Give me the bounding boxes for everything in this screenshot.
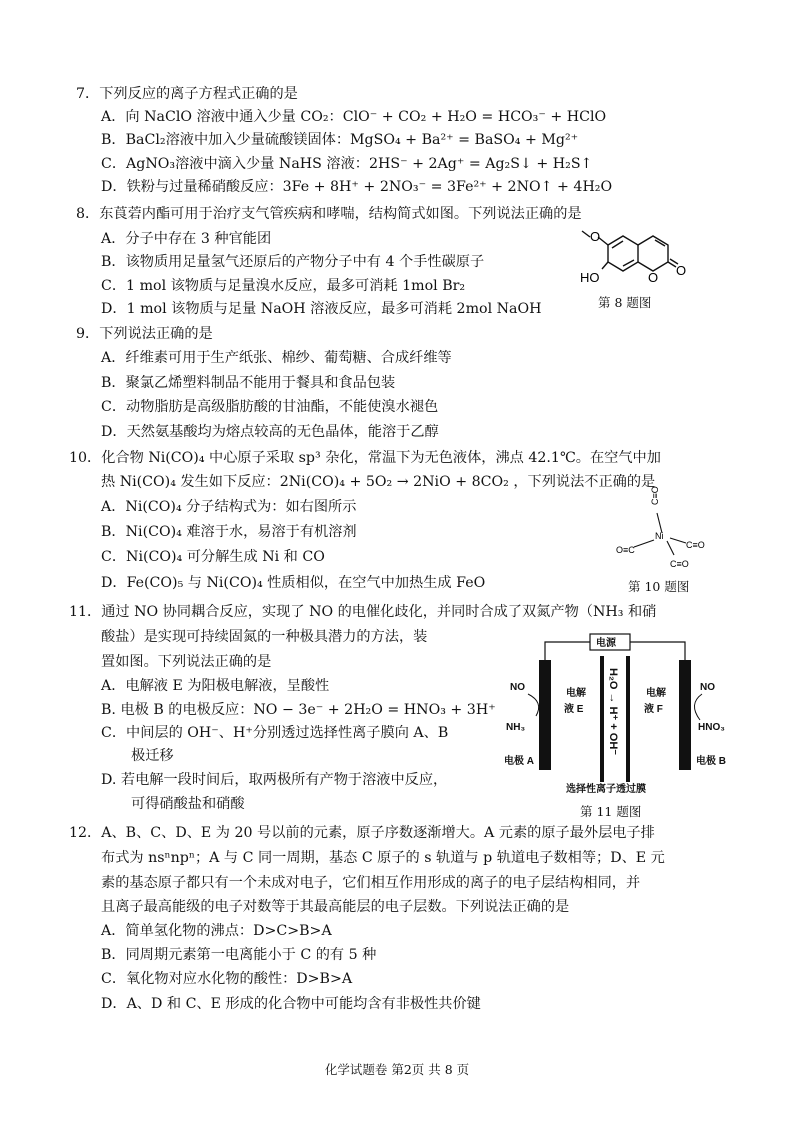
q9-option-a: A．纤维素可用于生产纸张、棉纱、葡萄糖、合成纤维等	[101, 350, 452, 366]
q11-right-no: NO	[700, 682, 715, 693]
q11-stem-line2: 酸盐）是实现可持续固氮的一种极具潜力的方法，装	[101, 629, 428, 645]
q9-option-d: D．天然氨基酸均为熔点较高的无色晶体，能溶于乙醇	[101, 424, 439, 440]
q11-electrode-b: 电极 B	[696, 756, 726, 767]
q10-stem-line1: 10．化合物 Ni(CO)₄ 中心原子采取 sp³ 杂化，常温下为无色液体，沸点 42.1℃。在空气中加	[69, 450, 661, 466]
q8-oxo-label: O	[676, 263, 687, 278]
q11-stem-line1: 11．通过 NO 协同耦合反应，实现了 NO 的电催化歧化，并同时合成了双氮产物（NH₃ 和硝	[69, 604, 657, 620]
q10-option-c: C．Ni(CO)₄ 可分解生成 Ni 和 CO	[101, 549, 325, 565]
q11-membrane-label: 选择性离子透过膜	[566, 784, 646, 795]
q10-figure-caption: 第 10 题图	[628, 579, 690, 594]
q7-option-b: B．BaCl₂溶液中加入少量硫酸镁固体：MgSO₄ + Ba²⁺ = BaSO₄ + Mg²⁺	[101, 132, 579, 148]
q8-option-c: C．1 mol 该物质与足量溴水反应，最多可消耗 1mol Br₂	[101, 278, 466, 294]
q11-power-label: 电源	[596, 638, 616, 649]
q11-middle-label: H₂O → H⁺ + OH⁻	[607, 668, 619, 756]
q11-electrolyte-f-line1: 电解	[646, 688, 666, 699]
q8-option-a: A．分子中存在 3 种官能团	[101, 231, 272, 247]
q7-option-a: A．向 NaClO 溶液中通入少量 CO₂：ClO⁻ + CO₂ + H₂O = HCO₃⁻ + HClO	[101, 109, 607, 125]
q9-stem: 9．下列说法正确的是	[76, 326, 213, 342]
q12-option-a: A．简单氢化物的沸点：D>C>B>A	[101, 923, 332, 939]
q8-methoxy-o: O	[590, 229, 601, 244]
q11-option-c: C．中间层的 OH⁻、H⁺分别透过选择性离子膜向 A、B	[101, 725, 449, 741]
q11-left-no: NO	[510, 682, 525, 693]
q11-option-a: A．电解液 E 为阳极电解液，呈酸性	[101, 678, 330, 694]
q11-option-b: B. 电极 B 的电极反应：NO − 3e⁻ + 2H₂O = HNO₃ + 3H⁺	[101, 702, 496, 718]
q7-stem: 7．下列反应的离子方程式正确的是	[76, 86, 298, 102]
q10-ligand-left: O≡C	[616, 545, 635, 555]
q10-option-d: D．Fe(CO)₅ 与 Ni(CO)₄ 性质相似，在空气中加热生成 FeO	[101, 575, 486, 591]
q12-stem-line3: 素的基态原子都只有一个未成对电子，它们相互作用形成的离子的电子层结构相同，并	[101, 875, 641, 891]
q11-electrolyte-e-line2: 液 E	[564, 704, 584, 715]
q8-option-b: B．该物质用足量氢气还原后的产物分子中有 4 个手性碳原子	[101, 254, 485, 270]
q8-figure-caption: 第 8 题图	[598, 295, 652, 310]
q11-cell-figure	[500, 632, 730, 797]
page-footer: 化学试题卷 第2页 共 8 页	[324, 1062, 470, 1077]
q10-stem-line2: 热 Ni(CO)₄ 发生如下反应：2Ni(CO)₄ + 5O₂ → 2NiO + 8CO₂ ，下列说法不正确的是	[101, 474, 656, 490]
q8-structure-figure	[568, 225, 718, 295]
q12-option-b: B．同周期元素第一电离能小于 C 的有 5 种	[101, 947, 377, 963]
q11-electrolyte-f-line2: 液 F	[644, 704, 663, 715]
q11-option-c-cont: 极迁移	[131, 748, 174, 764]
q12-option-d: D．A、D 和 C、E 形成的化合物中可能均含有非极性共价键	[101, 996, 481, 1012]
q9-option-b: B．聚氯乙烯塑料制品不能用于餐具和食品包装	[101, 375, 396, 391]
q10-structure-figure	[610, 486, 720, 575]
q8-stem: 8．东莨菪内酯可用于治疗支气管疾病和哮喘，结构简式如图。下列说法正确的是	[76, 206, 582, 222]
q9-option-c: C．动物脂肪是高级脂肪酸的甘油酯，不能使溴水褪色	[101, 399, 439, 415]
q11-stem-line3: 置如图。下列说法正确的是	[101, 654, 272, 670]
q10-option-b: B．Ni(CO)₄ 难溶于水，易溶于有机溶剂	[101, 524, 357, 540]
q12-stem-line1: 12．A、B、C、D、E 为 20 号以前的元素，原子序数逐渐增大。A 元素的原子最外层电子排	[69, 825, 655, 841]
q11-option-d-cont: 可得硝酸盐和硝酸	[131, 796, 245, 812]
q8-ring-o: O	[648, 270, 659, 285]
q8-option-d: D．1 mol 该物质与足量 NaOH 溶液反应，最多可消耗 2mol NaOH	[101, 301, 542, 317]
q12-option-c: C．氧化物对应水化物的酸性：D>B>A	[101, 971, 353, 987]
q7-option-c: C．AgNO₃溶液中滴入少量 NaHS 溶液：2HS⁻ + 2Ag⁺ = Ag₂S↓ + H₂S↑	[101, 156, 593, 172]
q11-right-hno3: HNO₃	[698, 722, 725, 733]
q11-left-nh3: NH₃	[506, 722, 526, 733]
q7-option-d: D．铁粉与过量稀硝酸反应：3Fe + 8H⁺ + 2NO₃⁻ = 3Fe²⁺ + 2NO↑ + 4H₂O	[101, 179, 613, 195]
q12-stem-line2: 布式为 nsⁿnpⁿ；A 与 C 同一周期，基态 C 原子的 s 轨道与 p 轨道电子数相等；D、E 元	[101, 850, 665, 866]
q12-stem-line4: 且离子最高能级的电子对数等于其最高能层的电子层数。下列说法正确的是	[101, 899, 570, 915]
q10-ligand-bottom: C≡O	[670, 559, 689, 569]
q10-option-a: A．Ni(CO)₄ 分子结构式为：如右图所示	[101, 499, 357, 515]
q11-electrode-a: 电极 A	[504, 756, 534, 767]
q11-figure-caption: 第 11 题图	[580, 804, 642, 819]
q11-electrolyte-e-line1: 电解	[566, 688, 586, 699]
q11-option-d: D. 若电解一段时间后，取两极所有产物于溶液中反应，	[101, 772, 448, 788]
q10-center-ni: Ni	[655, 531, 664, 541]
q10-ligand-right: C≡O	[686, 540, 705, 550]
q8-ho-label: HO	[580, 270, 600, 285]
q10-ligand-top: C≡O	[650, 486, 660, 505]
